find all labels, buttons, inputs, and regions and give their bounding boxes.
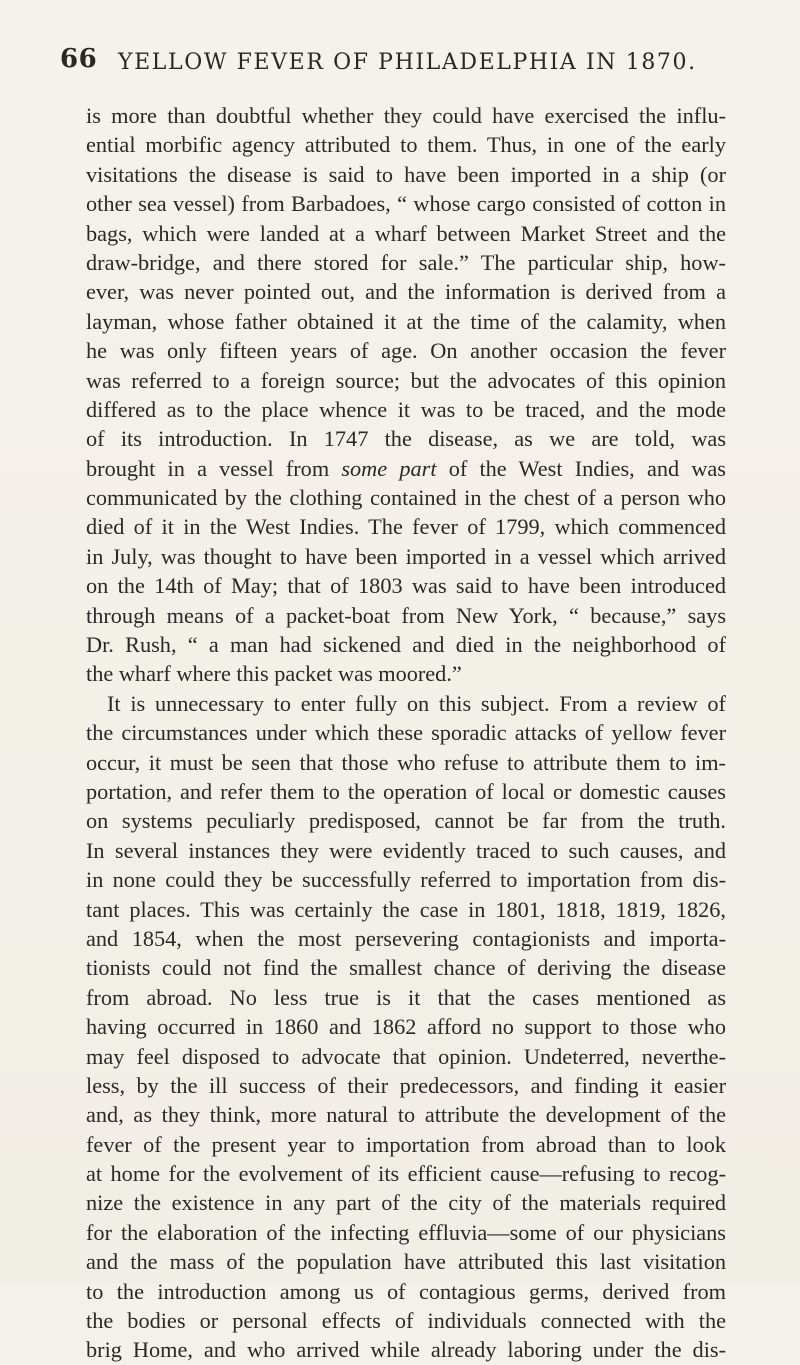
text-line: ential morbific agency attributed to them. Thus, in one of the early xyxy=(86,132,726,158)
text-line: occur, it must be seen that those who refuse to attribute them to im- xyxy=(86,749,726,775)
text-line: differed as to the place whence it was to be traced, and the mode xyxy=(86,396,726,422)
text-line: nize the existence in any part of the city of the materials required xyxy=(86,1190,726,1216)
text-line: in none could they be successfully referred to importation from dis- xyxy=(86,867,726,893)
text-line: less, by the ill success of their predecessors, and finding it easier xyxy=(86,1072,726,1098)
text-line: fever of the present year to importation from abroad than to look xyxy=(86,1131,726,1157)
text-line: the bodies or personal effects of individuals connected with the xyxy=(86,1308,726,1334)
text-line: he was only fifteen years of age. On another occasion the fever xyxy=(86,338,726,364)
italic-phrase: some part xyxy=(341,455,437,481)
text-line: on the 14th of May; that of 1803 was said to have been introduced xyxy=(86,573,726,599)
text-line: visitations the disease is said to have been imported in a ship (or xyxy=(86,161,726,187)
text-line: bags, which were landed at a wharf between Market Street and the xyxy=(86,220,726,246)
text-line: and the mass of the population have attributed this last visitation xyxy=(86,1249,726,1275)
text-line: may feel disposed to advocate that opinion. Undeterred, neverthe- xyxy=(86,1043,726,1069)
text-line: tant places. This was certainly the case in 1801, 1818, 1819, 1826, xyxy=(86,896,726,922)
text-line: to the introduction among us of contagious germs, derived from xyxy=(86,1278,726,1304)
text-line: having occurred in 1860 and 1862 afford no support to those who xyxy=(86,1014,726,1040)
text-line: other sea vessel) from Barbadoes, “ whose cargo consisted of cotton in xyxy=(86,191,726,217)
text-line: portation, and refer them to the operation of local or domestic causes xyxy=(86,778,726,804)
text-line: in July, was thought to have been imported in a vessel which arrived xyxy=(86,543,726,569)
text-line: the circumstances under which these sporadic attacks of yellow fever xyxy=(86,720,726,746)
text-line: from abroad. No less true is it that the cases mentioned as xyxy=(86,984,726,1010)
text-line: communicated by the clothing contained in the chest of a person who xyxy=(86,485,726,511)
text-line: the wharf where this packet was moored.” xyxy=(86,661,462,687)
body-text xyxy=(86,101,726,1365)
text-line: at home for the evolvement of its efficient cause—refusing to recog- xyxy=(86,1161,726,1187)
text-line: It is unnecessary to enter fully on this subject. From a review of xyxy=(107,690,726,716)
text-line: on systems peculiarly predisposed, cannot be far from the truth. xyxy=(86,808,726,834)
text-line: brig Home, and who arrived while already laboring under the dis- xyxy=(86,1337,726,1363)
page-number: 66 xyxy=(60,44,98,74)
running-title: YELLOW FEVER OF PHILADELPHIA IN 1870. xyxy=(118,50,697,75)
text-line: died of it in the West Indies. The fever of 1799, which commenced xyxy=(86,514,726,540)
text-line: for the elaboration of the infecting effluvia—some of our physicians xyxy=(86,1219,726,1245)
text-line: ever, was never pointed out, and the information is derived from a xyxy=(86,279,726,305)
page-header xyxy=(60,44,760,84)
text-line: brought in a vessel from some part of the West Indies, and was xyxy=(86,455,726,481)
text-line: draw-bridge, and there stored for sale.” The particular ship, how- xyxy=(86,249,726,275)
text-line: is more than doubtful whether they could have exercised the influ- xyxy=(86,103,726,128)
text-line: of its introduction. In 1747 the disease, as we are told, was xyxy=(86,426,726,452)
text-line: In several instances they were evidently traced to such causes, and xyxy=(86,837,726,863)
text-line: and 1854, when the most persevering contagionists and importa- xyxy=(86,925,726,951)
text-line: and, as they think, more natural to attribute the development of the xyxy=(86,1102,726,1128)
text-line: tionists could not find the smallest chance of deriving the disease xyxy=(86,955,726,981)
text-line: Dr. Rush, “ a man had sickened and died in the neighborhood of xyxy=(86,632,726,658)
text-line: through means of a packet-boat from New York, “ because,” says xyxy=(86,602,726,628)
text-line: layman, whose father obtained it at the time of the calamity, when xyxy=(86,308,726,334)
text-line: was referred to a foreign source; but the advocates of this opinion xyxy=(86,367,726,393)
